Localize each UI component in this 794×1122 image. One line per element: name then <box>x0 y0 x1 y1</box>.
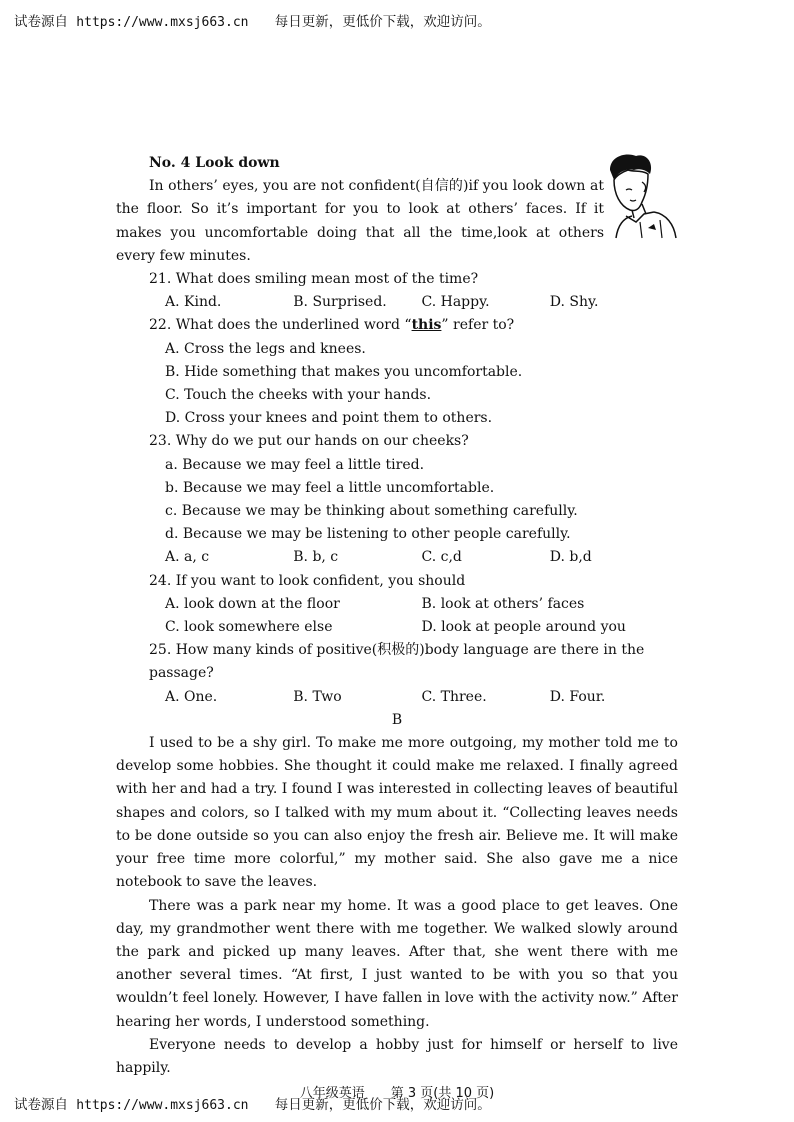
exam-page <box>116 152 678 1105</box>
option-a: A. Cross the legs and knees. <box>165 340 366 357</box>
option-c: C. Three. <box>421 688 487 705</box>
option-b: B. look at others’ faces <box>421 595 585 612</box>
question-24-options-row1 <box>116 593 678 616</box>
passage-b-paragraph-1: I used to be a shy girl. To make me more outgoing, my mother told me to develop some hobbies. She thought it could make me relaxed. I finally agreed with her and had a try. I found I was interested in collecting leaves of beautiful shapes and colors, so I talked with my mum about it. “Collecting leaves needs to be done outside so you can also enjoy the fresh air. Believe me. It will make your free time more colorful,” my mother said. She also gave me a nice notebook to save the leaves. <box>116 735 678 891</box>
option-c: C. Happy. <box>421 294 490 311</box>
option-d: D. Four. <box>549 688 606 705</box>
stem-text: ” refer to? <box>441 317 515 334</box>
question-23-stem: 23. Why do we put our hands on our cheeks? <box>149 433 469 450</box>
statement-b: b. Because we may feel a little uncomfortable. <box>165 479 495 496</box>
question-25-options <box>116 686 678 709</box>
option-b: B. Two <box>293 688 342 705</box>
option-a: A. look down at the floor <box>165 595 340 612</box>
option-a: A. One. <box>165 688 218 705</box>
section-intro-text: In others’ eyes, you are not confident(自信的)if you look down at the floor. So it’s important for you to look at others’ faces. If it makes you uncomfortable doing that all the time,look at others every few minutes. <box>116 178 604 264</box>
option-c: C. c,d <box>421 549 462 566</box>
passage-b-paragraph-3: Everyone needs to develop a hobby just for himself or herself to live happily. <box>116 1036 678 1076</box>
option-d: D. look at people around you <box>421 619 626 636</box>
question-22-stem <box>116 314 678 337</box>
stem-text: 22. What does the underlined word “ <box>149 317 412 334</box>
statement-c: c. Because we may be thinking about something carefully. <box>165 503 578 520</box>
page-footer: 八年级英语 第 3 页(共 10 页) <box>299 1086 495 1102</box>
banner-source: 试卷源自 <box>14 14 68 30</box>
option-d: D. Shy. <box>549 294 599 311</box>
banner-url-link[interactable]: https://www.mxsj663.cn <box>76 1098 249 1113</box>
option-b: B. Surprised. <box>293 294 387 311</box>
option-b: B. b, c <box>293 549 339 566</box>
option-c: C. Touch the cheeks with your hands. <box>165 387 432 404</box>
banner-slogan: 每日更新，更低价下载，欢迎访问。 <box>274 1097 491 1113</box>
statement-d: d. Because we may be listening to other people carefully. <box>165 526 571 543</box>
banner-url-link[interactable]: https://www.mxsj663.cn <box>76 15 249 30</box>
option-a: A. Kind. <box>165 294 222 311</box>
question-25-stem: 25. How many kinds of positive(积极的)body language are there in the passage? <box>149 642 645 682</box>
option-d: D. b,d <box>549 549 592 566</box>
option-a: A. a, c <box>165 549 210 566</box>
question-23-options <box>116 546 678 569</box>
bottom-banner <box>14 1093 491 1113</box>
option-d: D. Cross your knees and point them to others. <box>165 410 493 427</box>
statement-a: a. Because we may feel a little tired. <box>165 456 425 473</box>
section-title: No. 4 Look down <box>149 155 280 171</box>
banner-slogan: 每日更新，更低价下载，欢迎访问。 <box>274 14 491 30</box>
question-24-options-row2 <box>116 616 678 639</box>
passage-b-label: B <box>391 711 403 728</box>
question-21-options <box>116 291 678 314</box>
option-b: B. Hide something that makes you uncomfortable. <box>165 363 523 380</box>
underlined-word: this <box>411 317 442 334</box>
question-21-stem: 21. What does smiling mean most of the time? <box>149 271 479 288</box>
question-24-stem: 24. If you want to look confident, you should <box>149 572 466 589</box>
banner-source: 试卷源自 <box>14 1097 68 1113</box>
top-banner <box>14 10 491 30</box>
option-c: C. look somewhere else <box>165 619 333 636</box>
passage-b-paragraph-2: There was a park near my home. It was a good place to get leaves. One day, my grandmother went there with me together. We walked slowly around the park and picked up many leaves. After that, she went there with me another several times. “At first, I just wanted to be with you so that you wouldn’t feel lonely. However, I have fallen in love with the activity now.” After hearing her words, I understood something. <box>116 897 678 1030</box>
